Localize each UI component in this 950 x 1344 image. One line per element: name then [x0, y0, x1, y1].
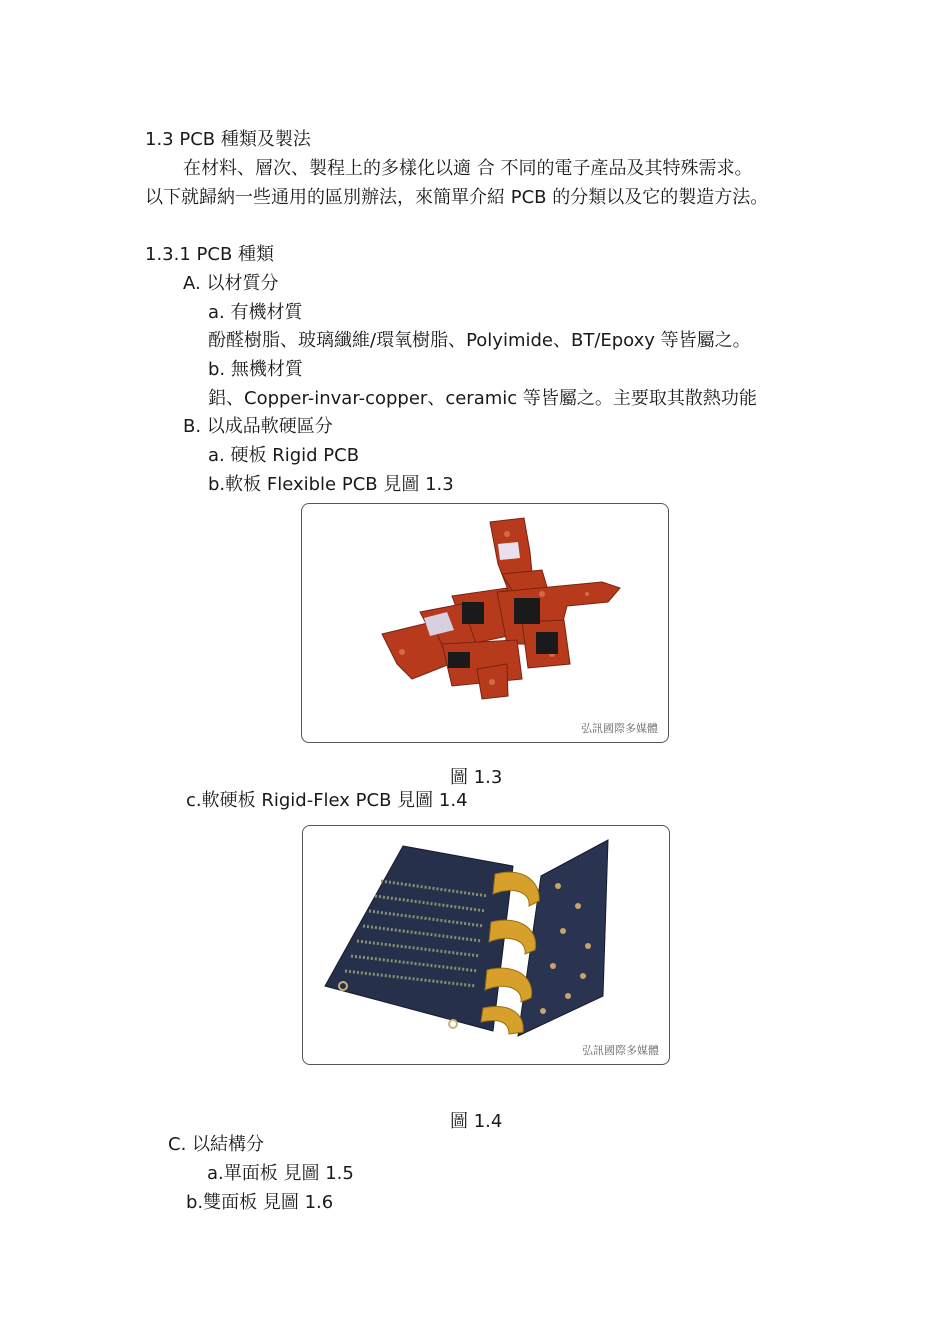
figure-1-4-caption: 圖 1.4 — [450, 1111, 503, 1132]
category-b-title: B. 以成品軟硬區分 — [183, 416, 333, 437]
category-b-flexible: b.軟板 Flexible PCB 見圖 1.3 — [208, 474, 454, 495]
category-a-title: A. 以材質分 — [183, 273, 279, 294]
intro-paragraph-line-2: 以下就歸納一些通用的區別辦法，來簡單介紹 PCB 的分類以及它的製造方法。 — [145, 187, 769, 208]
rigid-flex-pcb-illustration — [303, 826, 669, 1064]
figure-1-4-credit: 弘訊國際多媒體 — [582, 1044, 659, 1057]
category-c-title: C. 以結構分 — [168, 1134, 265, 1155]
category-b-rigid-flex: c.軟硬板 Rigid-Flex PCB 見圖 1.4 — [186, 790, 468, 811]
intro-paragraph-line-1: 在材料、層次、製程上的多樣化以適 合 不同的電子產品及其特殊需求。 — [183, 158, 753, 179]
figure-1-3-flexible-pcb — [301, 503, 669, 743]
category-c-single-sided: a.單面板 見圖 1.5 — [207, 1163, 354, 1184]
figure-1-3-caption: 圖 1.3 — [450, 767, 503, 788]
category-a-inorganic-title: b. 無機材質 — [208, 359, 303, 380]
figure-1-3-credit: 弘訊國際多媒體 — [581, 722, 658, 735]
category-a-inorganic-text: 鋁、Copper-invar-copper、ceramic 等皆屬之。主要取其散熱功能 — [208, 388, 757, 409]
category-b-rigid: a. 硬板 Rigid PCB — [208, 445, 360, 466]
flexible-pcb-illustration — [302, 504, 668, 742]
category-c-double-sided: b.雙面板 見圖 1.6 — [186, 1192, 334, 1213]
category-a-organic-title: a. 有機材質 — [208, 302, 303, 323]
section-heading-1-3-1: 1.3.1 PCB 種類 — [145, 244, 275, 265]
section-heading-1-3: 1.3 PCB 種類及製法 — [145, 129, 311, 150]
category-a-organic-text: 酚醛樹脂、玻璃纖維/環氧樹脂、Polyimide、BT/Epoxy 等皆屬之。 — [208, 330, 751, 351]
figure-1-4-rigid-flex-pcb — [302, 825, 670, 1065]
